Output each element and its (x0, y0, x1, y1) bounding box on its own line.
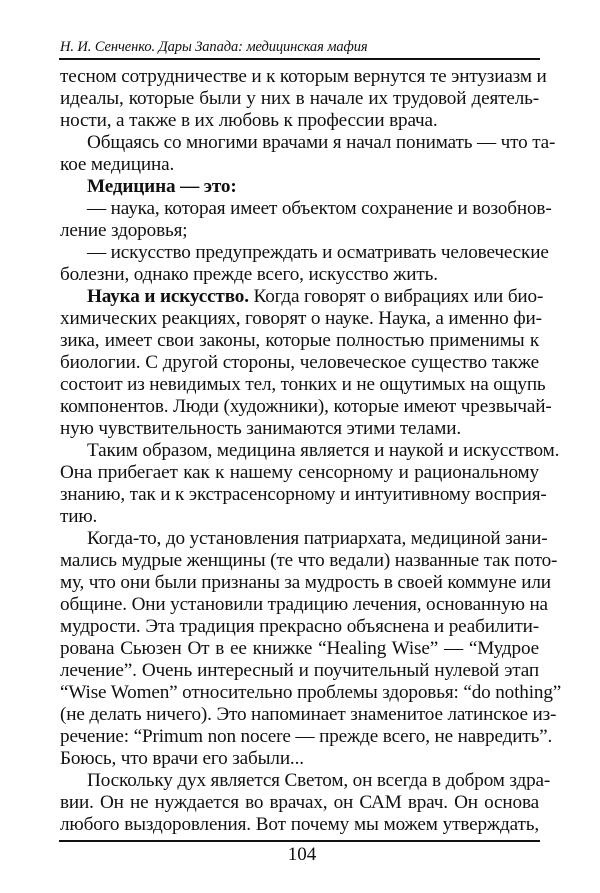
text-line (60, 660, 539, 682)
line-text: Боюсь, что врачи его забыли... (60, 748, 304, 769)
text-line (60, 264, 539, 286)
line-text: общине. Они установили традицию лечения, основанную на (60, 594, 548, 615)
line-text: биологии. С другой стороны, человеческое существо также (60, 352, 539, 373)
line-text: мались мудрые женщины (те что ведали) названные так пото- (60, 550, 558, 571)
text-line (60, 748, 539, 770)
line-text: лечение”. Очень интересный и поучительный нулевой этап (60, 660, 539, 681)
line-text: болезни, однако прежде всего, искусство жить. (60, 264, 438, 285)
line-text: — искусство предупреждать и осматривать человеческие (87, 242, 549, 263)
line-text: химических реакциях, говорят о науке. Наука, а именно фи- (60, 308, 542, 329)
line-text: любого выздоровления. Вот почему мы можем утверждать, (60, 814, 539, 835)
footer-rule (59, 840, 540, 842)
text-line (60, 814, 539, 836)
line-text: идеалы, которые были у них в начале их трудовой деятель- (60, 88, 539, 109)
text-line (60, 462, 539, 484)
definition-heading (60, 176, 539, 198)
line-text: Поскольку дух является Светом, он всегда в добром здра- (87, 770, 551, 791)
text-line (60, 396, 552, 418)
line-text: компонентов. Люди (художники), которые имеют чрезвычай- (60, 396, 552, 417)
header-rule (59, 58, 540, 60)
bold-run-in-heading: Наука и искусство. (87, 286, 249, 307)
bold-heading: Медицина — это: (87, 176, 237, 197)
body-text (60, 66, 562, 836)
line-text: му, что они были признаны за мудрость в своей коммуне или (60, 572, 551, 593)
text-line (60, 550, 558, 572)
line-text: (не делать ничего). Это напоминает знаменитое латинское из- (60, 704, 557, 725)
line-text: мудрости. Эта традиция прекрасно объяснена и реабилити- (60, 616, 539, 637)
line-text: тесном сотрудничестве и к которым вернутся те энтузиазм и (60, 66, 547, 87)
line-text: — наука, которая имеет объектом сохранение и возобнов- (87, 198, 552, 219)
text-line (60, 792, 539, 814)
section-lead-line (60, 286, 544, 308)
text-line (60, 572, 551, 594)
text-line (60, 88, 539, 110)
text-line (60, 110, 539, 132)
line-text: состоит из невидимых тел, тонких и не ощутимых на ощупь (60, 374, 546, 395)
line-text: ление здоровья; (60, 220, 188, 241)
line-text: ную чувствительность занимаются этими телами. (60, 418, 461, 439)
line-text: речение: “Primum non nocere — прежде всего, не навредить”. (60, 726, 553, 747)
line-text: ности, а также в их любовь к профессии врача. (60, 110, 438, 131)
text-line (60, 352, 539, 374)
line-text: Когда-то, до установления патриархата, медициной зани- (87, 528, 548, 549)
line-text: “Wise Women” относительно проблемы здоровья: “do nothing” (60, 682, 562, 703)
text-line (60, 418, 539, 440)
page-number: 104 (287, 844, 317, 865)
line-text: Общаясь со многими врачами я начал понимать — что та- (87, 132, 556, 153)
running-header: Н. И. Сенченко. Дары Запада: медицинская мафия (60, 39, 368, 55)
text-line (60, 198, 552, 220)
text-line (60, 440, 560, 462)
line-text: зика, имеет свои законы, которые полностью применимы к (60, 330, 539, 351)
text-line (60, 616, 539, 638)
text-line (60, 242, 549, 264)
line-text: Она прибегает как к нашему сенсорному и рациональному (60, 462, 539, 483)
text-line (60, 374, 546, 396)
text-line (60, 220, 539, 242)
text-line (60, 66, 547, 88)
line-text: тию. (60, 506, 98, 527)
text-line (60, 484, 547, 506)
text-line (60, 638, 539, 660)
text-line (60, 704, 557, 726)
text-line (60, 506, 539, 528)
text-line (60, 682, 562, 704)
text-line (60, 330, 539, 352)
text-line (60, 528, 548, 550)
text-line (60, 132, 556, 154)
text-line (60, 308, 542, 330)
text-line (60, 154, 539, 176)
text-line (60, 594, 548, 616)
line-text: кое медицина. (60, 154, 175, 175)
line-text: рована Сьюзен От в ее книжке “Healing Wise” — “Мудрое (60, 638, 539, 659)
line-text: вии. Он не нуждается во врачах, он САМ врач. Он основа (60, 792, 539, 813)
text-line (60, 770, 551, 792)
line-text: Когда говорят о вибрациях или био- (248, 286, 544, 307)
text-line (60, 726, 553, 748)
line-text: Таким образом, медицина является и наукой и искусством. (87, 440, 560, 461)
line-text: знанию, так и к экстрасенсорному и интуитивному восприя- (60, 484, 547, 505)
